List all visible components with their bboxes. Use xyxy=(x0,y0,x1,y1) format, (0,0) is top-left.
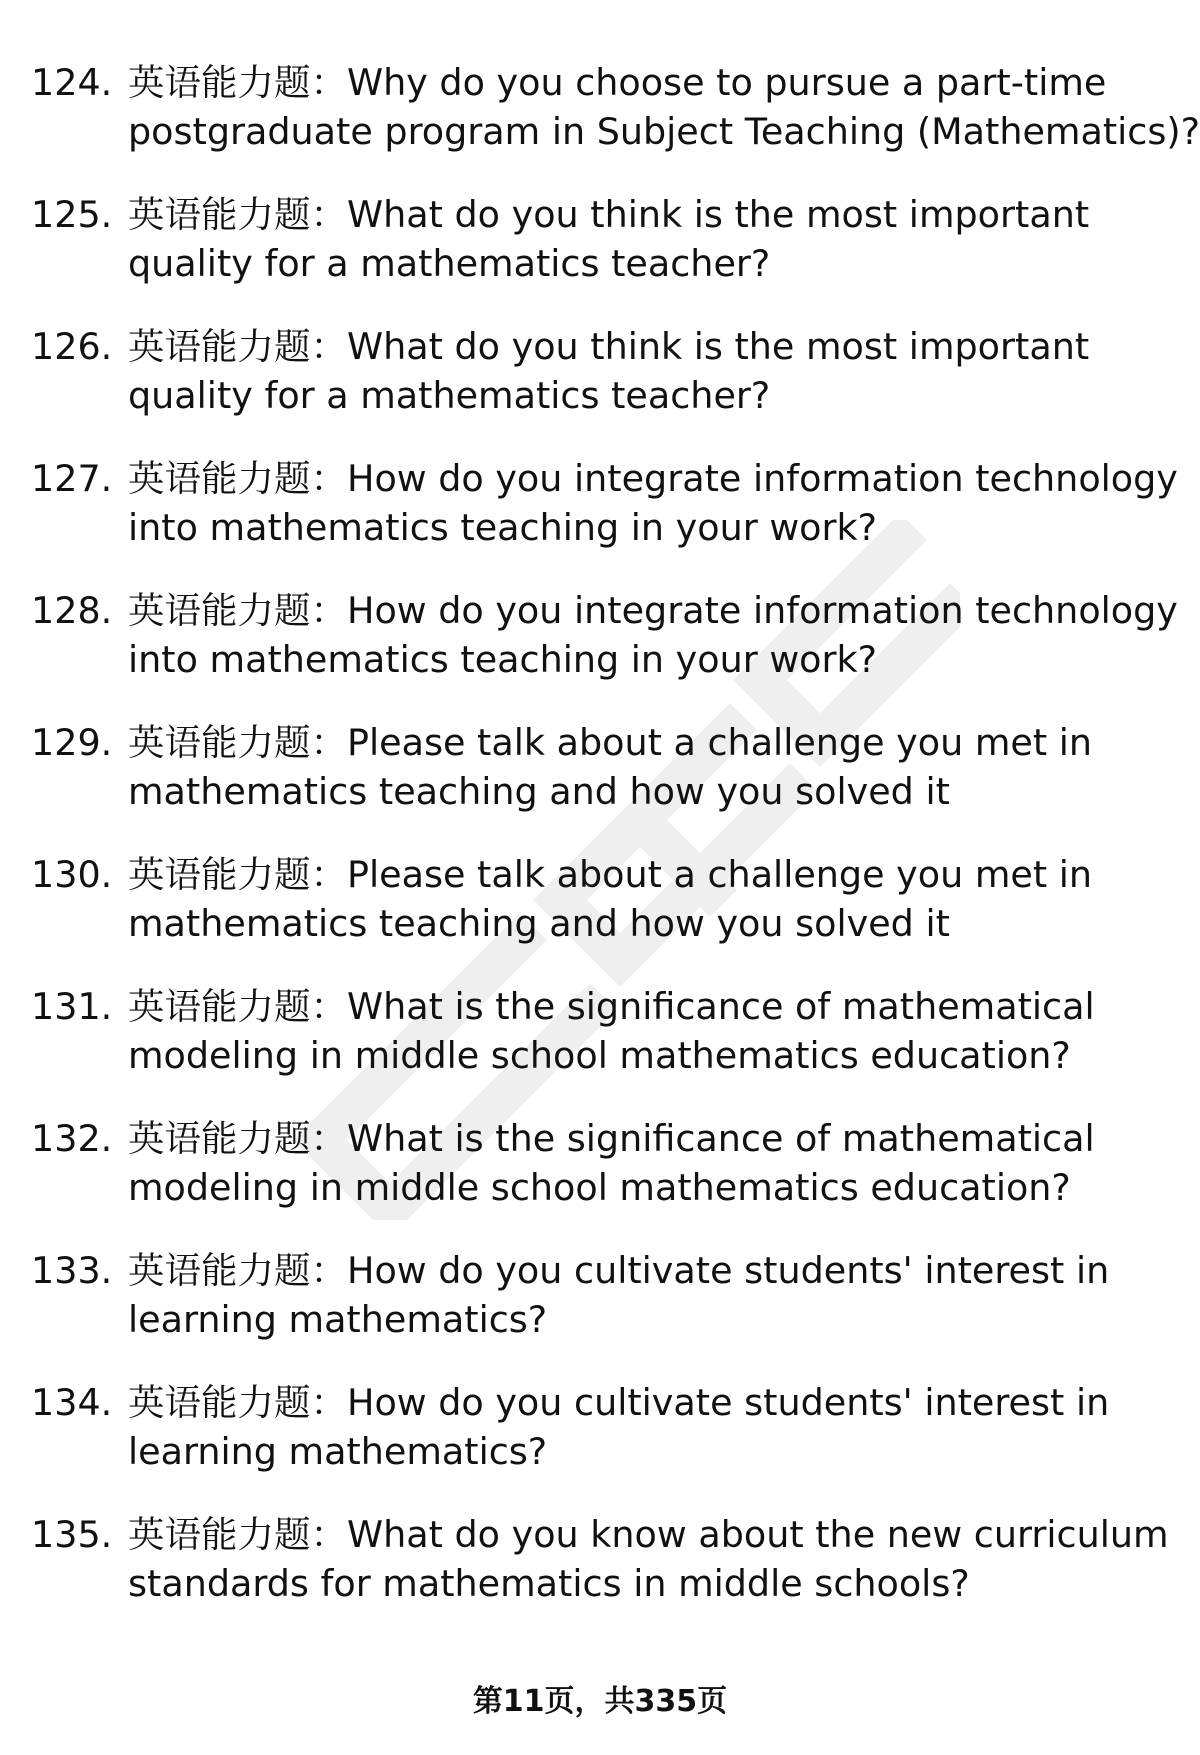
question-item xyxy=(0,190,1200,322)
question-text-line: mathematics teaching and how you solved it xyxy=(128,902,950,945)
question-number: 125. xyxy=(31,193,113,236)
question-number: 127. xyxy=(31,457,113,500)
question-number: 128. xyxy=(31,589,113,632)
question-number: 126. xyxy=(31,325,113,368)
question-text xyxy=(128,718,1168,816)
question-item xyxy=(0,1246,1200,1378)
question-text-line: learning mathematics? xyxy=(128,1298,548,1341)
question-item xyxy=(0,586,1200,718)
question-list xyxy=(0,58,1200,1642)
question-text-line: 英语能力题：How do you cultivate students' interest in xyxy=(128,1381,1110,1424)
question-text-line: into mathematics teaching in your work? xyxy=(128,506,878,549)
question-text xyxy=(128,454,1178,552)
question-text xyxy=(128,982,1168,1080)
question-text xyxy=(128,58,1200,156)
question-number: 132. xyxy=(31,1117,113,1160)
question-text-line: 英语能力题：Why do you choose to pursue a part-time xyxy=(128,61,1107,104)
question-text xyxy=(128,1378,1168,1476)
question-text-line: quality for a mathematics teacher? xyxy=(128,374,771,417)
question-text-line: 英语能力题：How do you cultivate students' interest in xyxy=(128,1249,1110,1292)
question-text-line: standards for mathematics in middle schools? xyxy=(128,1562,970,1605)
question-text xyxy=(128,1114,1168,1212)
question-text xyxy=(128,1246,1168,1344)
question-text-line: into mathematics teaching in your work? xyxy=(128,638,878,681)
question-text xyxy=(128,322,1168,420)
question-text-line: modeling in middle school mathematics education? xyxy=(128,1166,1071,1209)
question-text-line: 英语能力题：How do you integrate information technology xyxy=(128,589,1178,632)
question-text-line: 英语能力题：Please talk about a challenge you met in xyxy=(128,853,1093,896)
question-text-line: mathematics teaching and how you solved it xyxy=(128,770,950,813)
question-text xyxy=(128,850,1168,948)
question-text xyxy=(128,586,1178,684)
question-text xyxy=(128,190,1168,288)
question-text-line: 英语能力题：What is the significance of mathematical xyxy=(128,1117,1095,1160)
question-number: 131. xyxy=(31,985,113,1028)
question-item xyxy=(0,982,1200,1114)
question-number: 124. xyxy=(31,61,113,104)
question-item xyxy=(0,1510,1200,1642)
question-item xyxy=(0,1114,1200,1246)
question-number: 133. xyxy=(31,1249,113,1292)
question-text-line: 英语能力题：How do you integrate information technology xyxy=(128,457,1178,500)
question-text-line: 英语能力题：What do you know about the new curriculum xyxy=(128,1513,1169,1556)
question-number: 134. xyxy=(31,1381,113,1424)
question-item xyxy=(0,454,1200,586)
question-text-line: 英语能力题：What do you think is the most important xyxy=(128,325,1090,368)
question-text xyxy=(128,1510,1168,1608)
question-item xyxy=(0,322,1200,454)
question-item xyxy=(0,1378,1200,1510)
question-item xyxy=(0,718,1200,850)
question-text-line: postgraduate program in Subject Teaching (Mathematics)? xyxy=(128,110,1200,153)
question-number: 129. xyxy=(31,721,113,764)
question-item xyxy=(0,850,1200,982)
question-item xyxy=(0,58,1200,190)
question-text-line: quality for a mathematics teacher? xyxy=(128,242,771,285)
question-text-line: 英语能力题：Please talk about a challenge you met in xyxy=(128,721,1093,764)
question-text-line: modeling in middle school mathematics education? xyxy=(128,1034,1071,1077)
question-text-line: 英语能力题：What do you think is the most important xyxy=(128,193,1090,236)
question-number: 130. xyxy=(31,853,113,896)
question-text-line: learning mathematics? xyxy=(128,1430,548,1473)
question-number: 135. xyxy=(31,1513,113,1556)
question-text-line: 英语能力题：What is the significance of mathematical xyxy=(128,985,1095,1028)
page-footer: 第11页，共335页 xyxy=(472,1684,728,1719)
